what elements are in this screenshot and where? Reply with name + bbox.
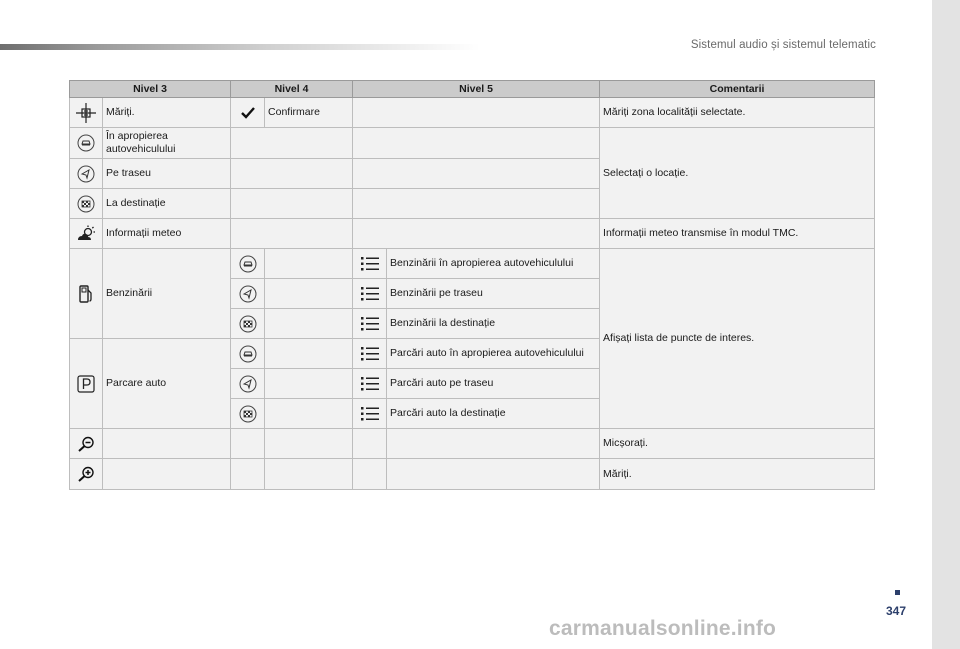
checkered-flag-icon — [231, 399, 265, 429]
level4-label: Confirmare — [265, 98, 353, 128]
level3-label: Benzinării — [103, 249, 231, 339]
route-arrow-icon — [231, 369, 265, 399]
table-row — [70, 249, 875, 279]
zoom-out-icon — [70, 429, 103, 459]
level5-label: Benzinării la destinație — [387, 309, 600, 339]
list-icon — [353, 249, 387, 279]
comment-cell: Micșorați. — [600, 429, 875, 459]
table-row — [70, 429, 875, 459]
column-header-nivel5: Nivel 5 — [353, 81, 600, 98]
level3-label: Pe traseu — [103, 159, 231, 189]
checkered-flag-icon — [231, 309, 265, 339]
table-header-row — [70, 81, 875, 98]
watermark: carmanualsonline.info — [549, 617, 777, 640]
car-nearby-icon — [231, 339, 265, 369]
column-header-comentarii: Comentarii — [600, 81, 875, 98]
level5-label: Benzinării pe traseu — [387, 279, 600, 309]
checkmark-icon — [231, 98, 265, 128]
side-band — [932, 0, 960, 649]
level3-label: Informații meteo — [103, 219, 231, 249]
comment-cell: Măriți. — [600, 459, 875, 490]
column-header-nivel4: Nivel 4 — [231, 81, 353, 98]
page-header-title: Sistemul audio și sistemul telematic — [690, 39, 876, 51]
level5-label: Parcări auto la destinație — [387, 399, 600, 429]
level3-label: Măriți. — [103, 98, 231, 128]
list-icon — [353, 369, 387, 399]
level5-label: Benzinării în apropierea autovehiculului — [387, 249, 600, 279]
list-icon — [353, 279, 387, 309]
list-icon — [353, 339, 387, 369]
page-number: 347 — [885, 604, 906, 618]
weather-icon — [70, 219, 103, 249]
list-icon — [353, 309, 387, 339]
car-nearby-icon — [231, 249, 265, 279]
comment-cell: Afișați lista de puncte de interes. — [600, 249, 875, 429]
header-gradient-bar — [0, 44, 480, 50]
table-row — [70, 128, 875, 159]
comment-cell: Selectați o locație. — [600, 128, 875, 219]
fuel-pump-icon — [70, 249, 103, 339]
list-icon — [353, 399, 387, 429]
table-row — [70, 98, 875, 128]
level5-label: Parcări auto în apropierea autovehiculului — [387, 339, 600, 369]
parking-icon — [70, 339, 103, 429]
page-marker — [895, 590, 900, 595]
menu-table — [69, 80, 875, 490]
level3-label: La destinație — [103, 189, 231, 219]
car-nearby-icon — [70, 128, 103, 159]
move-crosshair-icon — [70, 98, 103, 128]
level5-label: Parcări auto pe traseu — [387, 369, 600, 399]
route-arrow-icon — [70, 159, 103, 189]
level3-label: În apropierea autovehiculului — [103, 128, 231, 159]
route-arrow-icon — [231, 279, 265, 309]
table-row — [70, 459, 875, 490]
checkered-flag-icon — [70, 189, 103, 219]
comment-cell: Informații meteo transmise în modul TMC. — [600, 219, 875, 249]
comment-cell: Măriți zona localității selectate. — [600, 98, 875, 128]
column-header-nivel3: Nivel 3 — [70, 81, 231, 98]
level3-label: Parcare auto — [103, 339, 231, 429]
zoom-in-icon — [70, 459, 103, 490]
table-row — [70, 219, 875, 249]
